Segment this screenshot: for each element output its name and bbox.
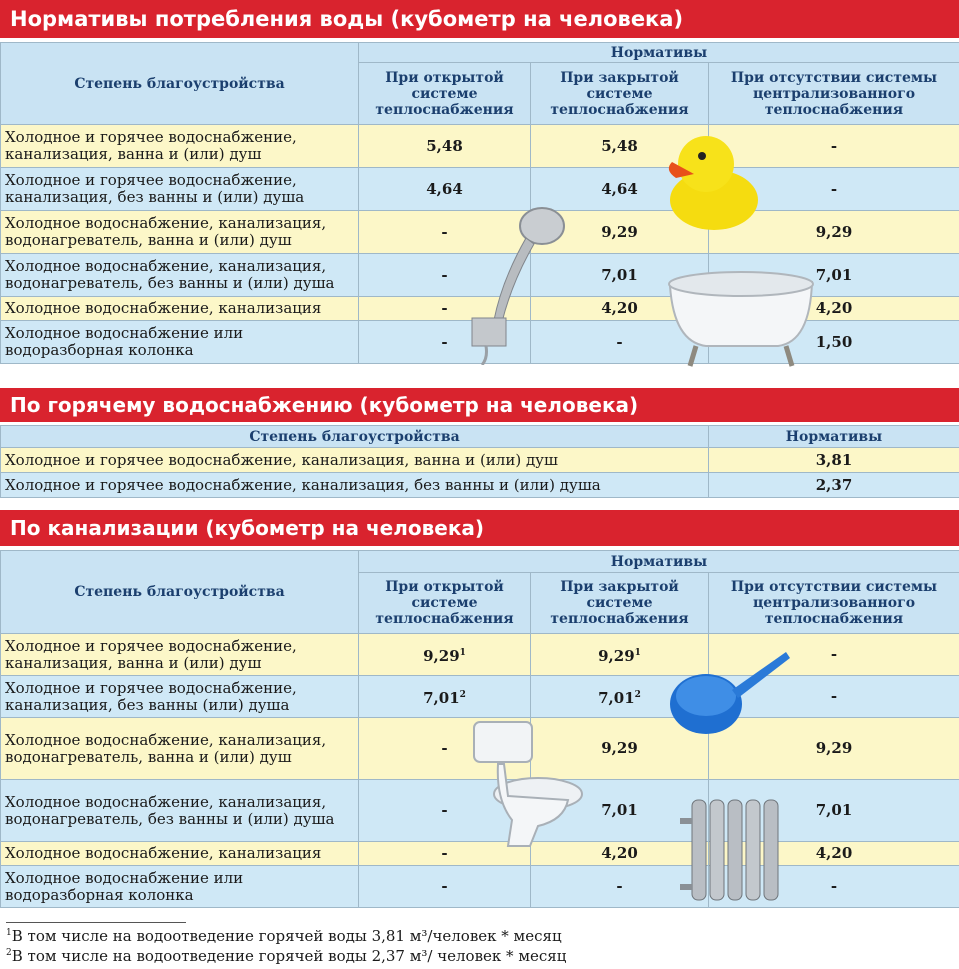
value-open: - <box>359 718 531 780</box>
value-open: - <box>359 866 531 908</box>
column-header-open: При открытой системе теплоснабжения <box>359 573 531 634</box>
row-description: Холодное водоснабжение, канализация, водонагреватель, ванна и (или) душ <box>1 211 359 254</box>
footnote-divider <box>6 922 186 923</box>
value-closed: - <box>531 321 709 364</box>
value-closed: 7,01$^2$ <box>531 676 709 718</box>
value-closed: 9,29$^1$ <box>531 634 709 676</box>
row-description: Холодное водоснабжение, канализация, водонагреватель, ванна и (или) душ <box>1 718 359 780</box>
value-open: - <box>359 211 531 254</box>
section-title-water: Нормативы потребления воды (кубометр на человека) <box>0 0 959 38</box>
row-description: Холодное и горячее водоснабжение, канализация, без ванны (или) душа <box>1 676 359 718</box>
value-none: - <box>709 676 959 718</box>
row-description: Холодное водоснабжение, канализация, водонагреватель, без ванны и (или) душа <box>1 254 359 297</box>
section-title-hot-water: По горячему водоснабжению (кубометр на человека) <box>0 388 959 422</box>
water-scoop-icon <box>666 644 792 740</box>
value-open: - <box>359 321 531 364</box>
value-closed: 4,20 <box>531 842 709 866</box>
row-description: Холодное и горячее водоснабжение, канализация, ванна и (или) душ <box>1 634 359 676</box>
row-description: Холодное водоснабжение или водоразборная колонка <box>1 866 359 908</box>
value-none: - <box>709 634 959 676</box>
value-closed: 5,48 <box>531 125 709 168</box>
value-open: 7,01$^2$ <box>359 676 531 718</box>
row-description: Холодное и горячее водоснабжение, канализация, без ванны и (или) душа <box>1 473 709 498</box>
value-none: 9,29 <box>709 211 959 254</box>
value-open: 5,48 <box>359 125 531 168</box>
row-description: Холодное водоснабжение, канализация <box>1 842 359 866</box>
column-group-header: Нормативы <box>359 551 959 573</box>
hot-water-norms-table <box>0 425 959 498</box>
row-description: Холодное водоснабжение или водоразборная колонка <box>1 321 359 364</box>
value-closed: 7,01 <box>531 780 709 842</box>
radiator-icon <box>680 796 794 906</box>
value-closed: 9,29 <box>531 211 709 254</box>
row-description: Холодное и горячее водоснабжение, канализация, ванна и (или) душ <box>1 125 359 168</box>
footnote-2: $^2$В том числе на водоотведение горячей воды 2,37 м³/ человек * месяц <box>6 947 567 965</box>
value-open: - <box>359 254 531 297</box>
value-open: - <box>359 297 531 321</box>
section-title-sewage: По канализации (кубометр на человека) <box>0 510 959 546</box>
bathtub-icon <box>666 262 816 374</box>
value-closed: 4,64 <box>531 168 709 211</box>
value-none: 7,01 <box>709 780 959 842</box>
footnote-1: $^1$В том числе на водоотведение горячей воды 3,81 м³/человек * месяц <box>6 927 562 945</box>
value-none: 1,50 <box>709 321 959 364</box>
row-description: Холодное и горячее водоснабжение, канализация, ванна и (или) душ <box>1 448 709 473</box>
value-none: 4,20 <box>709 842 959 866</box>
value-open: 4,64 <box>359 168 531 211</box>
value-closed: 7,01 <box>531 254 709 297</box>
value-none: 9,29 <box>709 718 959 780</box>
value-none: - <box>709 866 959 908</box>
column-header-norm: Нормативы <box>709 426 959 448</box>
column-header-description: Степень благоустройства <box>1 551 359 634</box>
column-header-closed: При закрытой системе теплоснабжения <box>531 63 709 125</box>
column-group-header: Нормативы <box>359 43 959 63</box>
toilet-icon <box>468 720 586 848</box>
value-closed: - <box>531 866 709 908</box>
table-row <box>1 448 959 473</box>
value-norm: 3,81 <box>709 448 959 473</box>
column-header-none: При отсутствии системы централизованного теплоснабжения <box>709 573 959 634</box>
value-closed: 9,29 <box>531 718 709 780</box>
column-header-closed: При закрытой системе теплоснабжения <box>531 573 709 634</box>
value-norm: 2,37 <box>709 473 959 498</box>
table-row <box>1 676 959 718</box>
rubber-duck-icon <box>662 128 762 232</box>
column-header-open: При открытой системе теплоснабжения <box>359 63 531 125</box>
row-description: Холодное водоснабжение, канализация, водонагреватель, без ванны и (или) душа <box>1 780 359 842</box>
value-open: - <box>359 842 531 866</box>
table-row <box>1 125 959 168</box>
value-open: - <box>359 780 531 842</box>
value-closed: 4,20 <box>531 297 709 321</box>
value-none: 7,01 <box>709 254 959 297</box>
table-row <box>1 866 959 908</box>
value-none: - <box>709 125 959 168</box>
column-header-none: При отсутствии системы централизованного теплоснабжения <box>709 63 959 125</box>
column-header-description: Степень благоустройства <box>1 43 359 125</box>
row-description: Холодное и горячее водоснабжение, канализация, без ванны и (или) душа <box>1 168 359 211</box>
column-header-description: Степень благоустройства <box>1 426 709 448</box>
value-none: 4,20 <box>709 297 959 321</box>
table-row <box>1 634 959 676</box>
table-row <box>1 473 959 498</box>
value-open: 9,29$^1$ <box>359 634 531 676</box>
value-none: - <box>709 168 959 211</box>
shower-head-icon <box>462 200 572 365</box>
row-description: Холодное водоснабжение, канализация <box>1 297 359 321</box>
